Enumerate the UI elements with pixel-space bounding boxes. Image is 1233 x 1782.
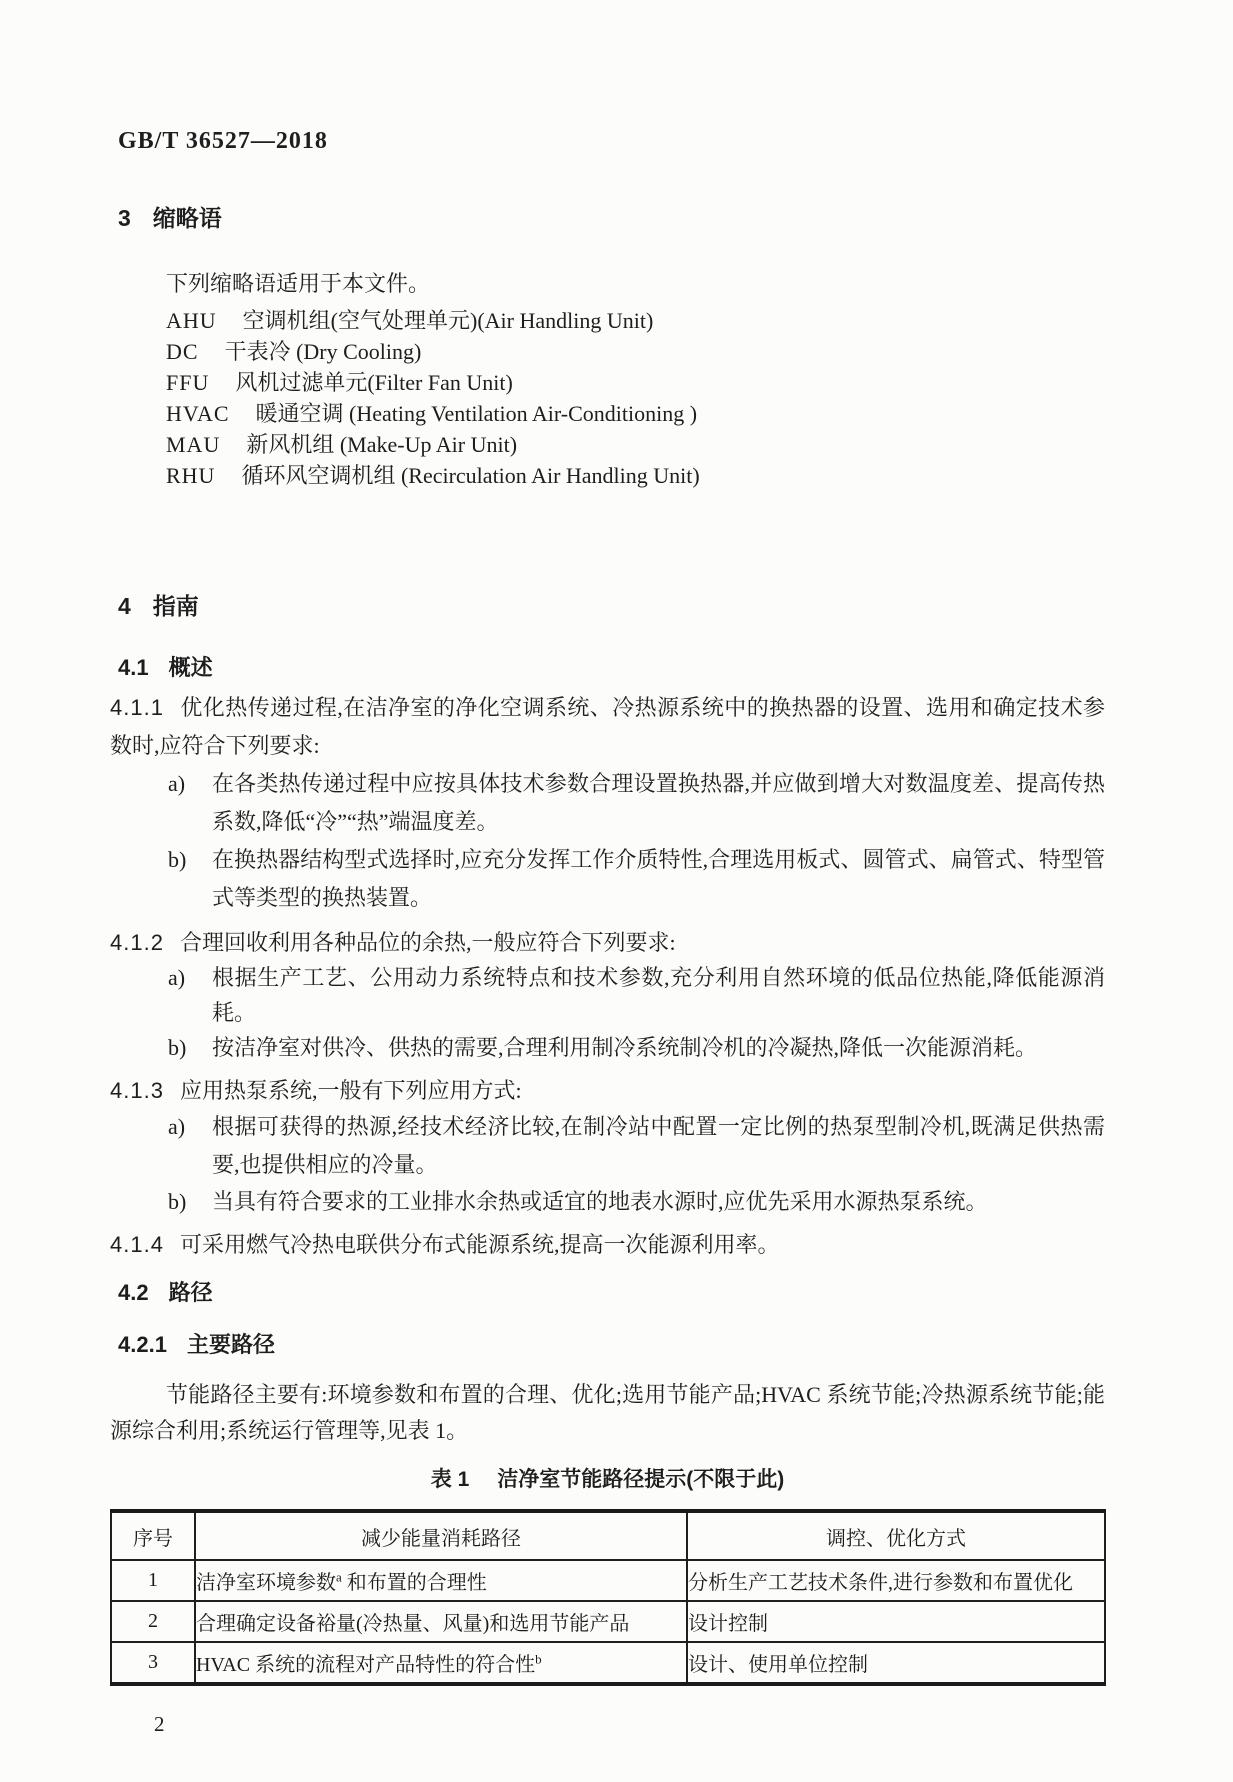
list-item-text: 在各类热传递过程中应按具体技术参数合理设置换热器,并应做到增大对数温度差、提高传热系数,降低“冷”“热”端温度差。: [212, 771, 1105, 834]
abbreviation-list: [166, 305, 1105, 491]
cell-method: 分析生产工艺技术条件,进行参数和布置优化: [687, 1560, 1105, 1601]
table-1: [110, 1509, 1106, 1686]
section-3-number: 3: [118, 205, 131, 231]
list-item-text: 按洁净室对供冷、供热的需要,合理利用制冷系统制冷机的冷凝热,降低一次能源消耗。: [212, 1035, 1038, 1060]
abbreviation-definition: 暖通空调 (Heating Ventilation Air-Conditioning ): [255, 401, 698, 426]
list-item-text: 在换热器结构型式选择时,应充分发挥工作介质特性,合理选用板式、圆管式、扁管式、特型管式等类型的换热装置。: [212, 847, 1105, 910]
clause-number: 4.1.2: [110, 930, 164, 955]
cell-row-number: 3: [111, 1642, 195, 1684]
footnote-marker: a: [336, 1569, 342, 1585]
list-item-label: a): [168, 1114, 186, 1139]
abbreviation-definition: 循环风空调机组 (Recirculation Air Handling Unit): [241, 463, 700, 488]
section-3-title: 缩略语: [152, 205, 222, 231]
table-1-caption-label: 表 1: [430, 1468, 470, 1491]
cell-row-number: 2: [111, 1601, 195, 1642]
cell-path-text: 和布置的合理性: [341, 1572, 487, 1594]
cell-path: [195, 1560, 687, 1601]
abbreviation-code: DC: [166, 339, 199, 364]
clause-4-1-3: [110, 1073, 1105, 1108]
cell-method: 设计、使用单位控制: [687, 1642, 1105, 1684]
clause-text: 合理回收利用各种品位的余热,一般应符合下列要求:: [179, 930, 676, 955]
cell-row-number: 1: [111, 1560, 195, 1601]
clause-number: 4.1.1: [110, 695, 164, 720]
list-item-label: a): [168, 771, 186, 796]
clause-text: 优化热传递过程,在洁净室的净化空调系统、冷热源系统中的换热器的设置、选用和确定技术参数时,应符合下列要求:: [110, 695, 1105, 758]
list-item-text: 当具有符合要求的工业排水余热或适宜的地表水源时,应优先采用水源热泵系统。: [212, 1189, 988, 1214]
list-item-text: 根据生产工艺、公用动力系统特点和技术参数,充分利用自然环境的低品位热能,降低能源消耗。: [212, 965, 1105, 1025]
section-4-title: 指南: [152, 593, 199, 619]
section-4-2-heading: [118, 1280, 1105, 1306]
abbreviation-item: [166, 305, 1105, 336]
table-1-caption: [110, 1467, 1105, 1493]
clause-4-1-2: [110, 925, 1105, 960]
abbreviation-code: HVAC: [166, 401, 230, 426]
section-4-2-1-number: 4.2.1: [118, 1332, 167, 1357]
clause-text: 应用热泵系统,一般有下列应用方式:: [179, 1078, 522, 1103]
abbreviation-definition: 新风机组 (Make-Up Air Unit): [246, 432, 518, 457]
page-number: 2: [154, 1712, 165, 1736]
list-item-4-1-1-b: [168, 841, 1105, 917]
section-4-2-1-title: 主要路径: [186, 1332, 275, 1357]
footnote-marker: b: [535, 1651, 542, 1667]
cell-path-text: 合理确定设备裕量(冷热量、风量)和选用节能产品: [196, 1613, 630, 1635]
standard-number: GB/T 36527—2018: [118, 128, 328, 154]
section-4-1-heading: [118, 655, 1105, 681]
list-item-4-1-1-a: [168, 765, 1105, 841]
table-row: [111, 1560, 1105, 1601]
cell-path-text: HVAC 系统的流程对产品特性的符合性: [196, 1654, 536, 1676]
abbreviation-item: [166, 460, 1105, 491]
section-4-1-title: 概述: [168, 655, 213, 680]
section-4-2-1-heading: [118, 1332, 1105, 1358]
list-item-4-1-2-b: [168, 1030, 1105, 1065]
abbreviation-item: [166, 398, 1105, 429]
section-4-2-number: 4.2: [118, 1280, 149, 1305]
abbreviation-code: MAU: [166, 432, 221, 457]
cell-path-text: 洁净室环境参数: [196, 1572, 336, 1594]
list-item-4-1-3-a: [168, 1108, 1105, 1184]
abbreviation-item: [166, 429, 1105, 460]
section-4-2-title: 路径: [168, 1280, 213, 1305]
abbreviation-item: [166, 336, 1105, 367]
table-header-path: 减少能量消耗路径: [195, 1511, 687, 1560]
list-item-label: b): [168, 1189, 187, 1214]
table-1-caption-title: 洁净室节能路径提示(不限于此): [497, 1468, 785, 1491]
table-row: [111, 1601, 1105, 1642]
abbreviation-code: RHU: [166, 463, 216, 488]
section-3-heading: [118, 205, 1105, 231]
list-item-label: a): [168, 965, 186, 990]
list-item-label: b): [168, 1035, 187, 1060]
clause-4-2-1-paragraph: 节能路径主要有:环境参数和布置的合理、优化;选用节能产品;HVAC 系统节能;冷热源系统节能;能源综合利用;系统运行管理等,见表 1。: [110, 1382, 1105, 1443]
abbreviation-item: [166, 367, 1105, 398]
abbreviation-code: AHU: [166, 308, 217, 333]
section-3-intro: 下列缩略语适用于本文件。: [166, 271, 431, 296]
section-4-heading: [118, 593, 1105, 619]
list-item-4-1-2-a: [168, 960, 1105, 1030]
clause-4-1-4: [110, 1227, 1105, 1262]
table-header-method: 调控、优化方式: [687, 1511, 1105, 1560]
table-header-no: 序号: [111, 1511, 195, 1560]
table-header-row: [111, 1511, 1105, 1560]
cell-path: [195, 1642, 687, 1684]
abbreviation-definition: 干表冷 (Dry Cooling): [224, 339, 422, 364]
list-item-label: b): [168, 847, 187, 872]
abbreviation-definition: 空调机组(空气处理单元)(Air Handling Unit): [242, 308, 654, 333]
list-item-4-1-3-b: [168, 1184, 1105, 1219]
section-4-1-number: 4.1: [118, 655, 149, 680]
section-4-number: 4: [118, 593, 131, 619]
clause-number: 4.1.4: [110, 1232, 164, 1257]
abbreviation-definition: 风机过滤单元(Filter Fan Unit): [235, 370, 513, 395]
cell-method: 设计控制: [687, 1601, 1105, 1642]
clause-number: 4.1.3: [110, 1078, 164, 1103]
list-item-text: 根据可获得的热源,经技术经济比较,在制冷站中配置一定比例的热泵型制冷机,既满足供热需要,也提供相应的冷量。: [212, 1114, 1105, 1177]
table-row: [111, 1642, 1105, 1684]
abbreviation-code: FFU: [166, 370, 210, 395]
clause-4-1-1: [110, 689, 1105, 765]
cell-path: [195, 1601, 687, 1642]
clause-text: 可采用燃气冷热电联供分布式能源系统,提高一次能源利用率。: [179, 1232, 780, 1257]
